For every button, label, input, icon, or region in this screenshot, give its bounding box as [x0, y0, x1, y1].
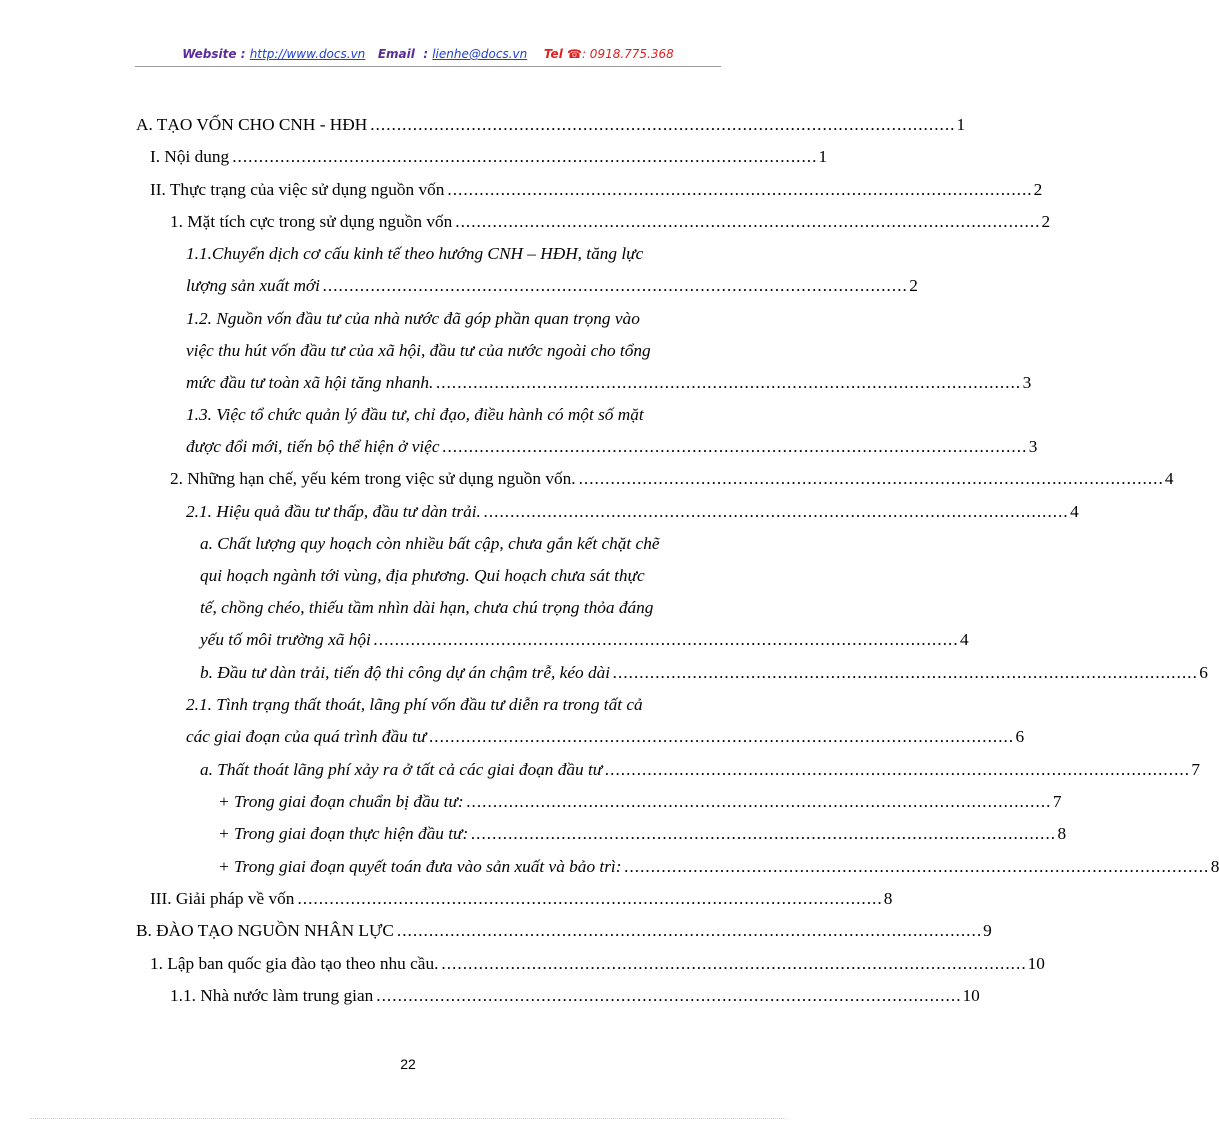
toc-entry[interactable] [186, 276, 918, 298]
header-divider [135, 66, 721, 67]
toc-leader: .............................................................................................................. [370, 115, 956, 134]
toc-entry-text[interactable]: a. Chất lượng quy hoạch còn nhiều bất cập, chưa gắn kết chặt chẽ [200, 534, 660, 553]
toc-entry-page: 2 [909, 276, 918, 295]
toc-entry[interactable] [170, 986, 980, 1008]
toc-entry-text: + Trong giai đoạn quyết toán đưa vào sản xuất và bảo trì: [218, 857, 622, 876]
toc-entry-page: 3 [1028, 437, 1038, 456]
page-number: 22 [400, 1056, 416, 1072]
toc-entry-text[interactable]: 2.1. Tình trạng thất thoát, lãng phí vốn đầu tư diễn ra trong tất cả [186, 695, 643, 714]
toc-leader: .............................................................................................................. [232, 147, 818, 166]
email-separator: : [423, 47, 429, 61]
toc-entry-page: 1 [956, 115, 966, 134]
toc-entry-page: 6 [1199, 663, 1208, 682]
toc-leader: .............................................................................................................. [376, 986, 962, 1005]
toc-entry-text: A. TẠO VỐN CHO CNH - HĐH [136, 115, 368, 134]
toc-leader: .............................................................................................................. [455, 212, 1041, 231]
toc-entry-page: 6 [1015, 727, 1025, 746]
toc-leader: .............................................................................................................. [436, 373, 1022, 392]
toc-entry-text: + Trong giai đoạn chuẩn bị đầu tư: [218, 792, 464, 811]
toc-entry-text: 1. Mặt tích cực trong sử dụng nguồn vốn [170, 212, 453, 231]
toc-entry[interactable] [150, 147, 828, 169]
toc-leader: .............................................................................................................. [396, 921, 983, 940]
toc-entry[interactable] [200, 760, 1201, 782]
email-label: Email [377, 47, 415, 61]
toc-entry-text[interactable]: 1.1.Chuyển dịch cơ cấu kinh tế theo hướng CNH – HĐH, tăng lực [186, 244, 644, 263]
toc-entry-text: a. Thất thoát lãng phí xảy ra ở tất cả các giai đoạn đầu tư [200, 760, 603, 779]
toc-entry[interactable] [150, 954, 1045, 976]
toc-leader: .............................................................................................................. [466, 792, 1052, 811]
toc-entry-page: 9 [983, 921, 992, 940]
toc-entry[interactable] [170, 212, 1051, 234]
toc-leader: .............................................................................................................. [483, 502, 1070, 521]
toc-entry[interactable] [150, 889, 893, 911]
toc-leader: .............................................................................................................. [447, 180, 1033, 199]
toc-entry-text[interactable]: 1.3. Việc tổ chức quản lý đầu tư, chỉ đạo, điều hành có một số mặt [186, 405, 644, 424]
toc-entry-text: mức đầu tư toàn xã hội tăng nhanh. [186, 373, 434, 392]
toc-entry-text: III. Giải pháp về vốn [150, 889, 295, 908]
toc-entry-text: 2.1. Hiệu quả đầu tư thấp, đầu tư dàn trải. [186, 502, 481, 521]
toc-entry-page: 8 [883, 889, 893, 908]
toc-entry[interactable] [186, 373, 1032, 395]
toc-entry[interactable] [200, 630, 969, 652]
toc-entry-text: B. ĐÀO TẠO NGUỒN NHÂN LỰC [136, 921, 394, 940]
toc-entry-page: 7 [1191, 760, 1201, 779]
toc-entry-text: b. Đầu tư dàn trải, tiến độ thi công dự án chậm trễ, kéo dài [200, 663, 611, 682]
toc-leader: .............................................................................................................. [429, 727, 1015, 746]
toc-entry-text: 1. Lập ban quốc gia đào tạo theo nhu cầu. [150, 954, 439, 973]
toc-entry[interactable] [186, 502, 1079, 524]
phone-icon: ☎ [567, 47, 582, 61]
page-header [135, 47, 721, 67]
website-label: Website : [182, 47, 246, 61]
toc-leader: .............................................................................................................. [297, 889, 883, 908]
toc-leader: .............................................................................................................. [624, 857, 1210, 876]
toc-leader: .............................................................................................................. [578, 469, 1164, 488]
toc-entry-page: 2 [1033, 180, 1043, 199]
toc-entry-page: 4 [960, 630, 969, 649]
toc-entry-text: II. Thực trạng của việc sử dụng nguồn vốn [150, 180, 445, 199]
toc-entry-text: lượng sản xuất mới [186, 276, 320, 295]
toc-entry-text: + Trong giai đoạn thực hiện đầu tư: [218, 824, 469, 843]
toc-entry-page: 8 [1210, 857, 1219, 876]
toc-leader: .............................................................................................................. [373, 630, 960, 649]
toc-entry-text: 1.1. Nhà nước làm trung gian [170, 986, 374, 1005]
toc-entry[interactable] [170, 469, 1174, 491]
toc-entry-page: 10 [962, 986, 980, 1005]
toc-entry-text[interactable]: qui hoạch ngành tới vùng, địa phương. Qui hoạch chưa sát thực [200, 566, 645, 585]
toc-entry-text: I. Nội dung [150, 147, 230, 166]
toc-entry-text: được đổi mới, tiến bộ thể hiện ở việc [186, 437, 440, 456]
toc-entry[interactable] [186, 727, 1025, 749]
toc-entry-text: yếu tố môi trường xã hội [200, 630, 371, 649]
toc-leader: .............................................................................................................. [441, 954, 1027, 973]
website-link[interactable]: http://www.docs.vn [249, 47, 366, 61]
toc-leader: .............................................................................................................. [322, 276, 909, 295]
toc-entry[interactable] [136, 921, 992, 943]
toc-entry-page: 4 [1070, 502, 1079, 521]
toc-entry-page: 7 [1052, 792, 1062, 811]
email-link[interactable]: lienhe@docs.vn [432, 47, 528, 61]
phone-number: : 0918.775.368 [581, 47, 674, 61]
toc-entry[interactable] [218, 792, 1062, 814]
toc-entry[interactable] [218, 824, 1067, 846]
toc-leader: .............................................................................................................. [471, 824, 1057, 843]
toc-entry-page: 3 [1022, 373, 1032, 392]
toc-entry[interactable] [136, 115, 966, 137]
toc-entry-page: 2 [1041, 212, 1051, 231]
toc-leader: .............................................................................................................. [605, 760, 1191, 779]
toc-entry-page: 1 [818, 147, 828, 166]
toc-entry[interactable] [150, 180, 1043, 202]
toc-leader: .............................................................................................................. [613, 663, 1199, 682]
toc-leader: .............................................................................................................. [442, 437, 1028, 456]
toc-entry-text[interactable]: việc thu hút vốn đầu tư của xã hội, đầu tư của nước ngoài cho tổng [186, 341, 651, 360]
tel-label: Tel [543, 47, 563, 61]
toc-entry[interactable] [186, 437, 1038, 459]
toc-entry-page: 10 [1027, 954, 1045, 973]
toc-entry-text: các giai đoạn của quá trình đầu tư [186, 727, 427, 746]
toc-entry[interactable] [200, 663, 1208, 685]
toc-entry-text[interactable]: 1.2. Nguồn vốn đầu tư của nhà nước đã góp phần quan trọng vào [186, 309, 640, 328]
toc-entry-page: 4 [1164, 469, 1174, 488]
toc-entry-text: 2. Những hạn chế, yếu kém trong việc sử dụng nguồn vốn. [170, 469, 576, 488]
toc-entry-page: 8 [1057, 824, 1067, 843]
toc-entry[interactable] [218, 857, 1219, 879]
footer-divider [30, 1118, 786, 1119]
toc-entry-text[interactable]: tế, chồng chéo, thiếu tầm nhìn dài hạn, chưa chú trọng thỏa đáng [200, 598, 654, 617]
